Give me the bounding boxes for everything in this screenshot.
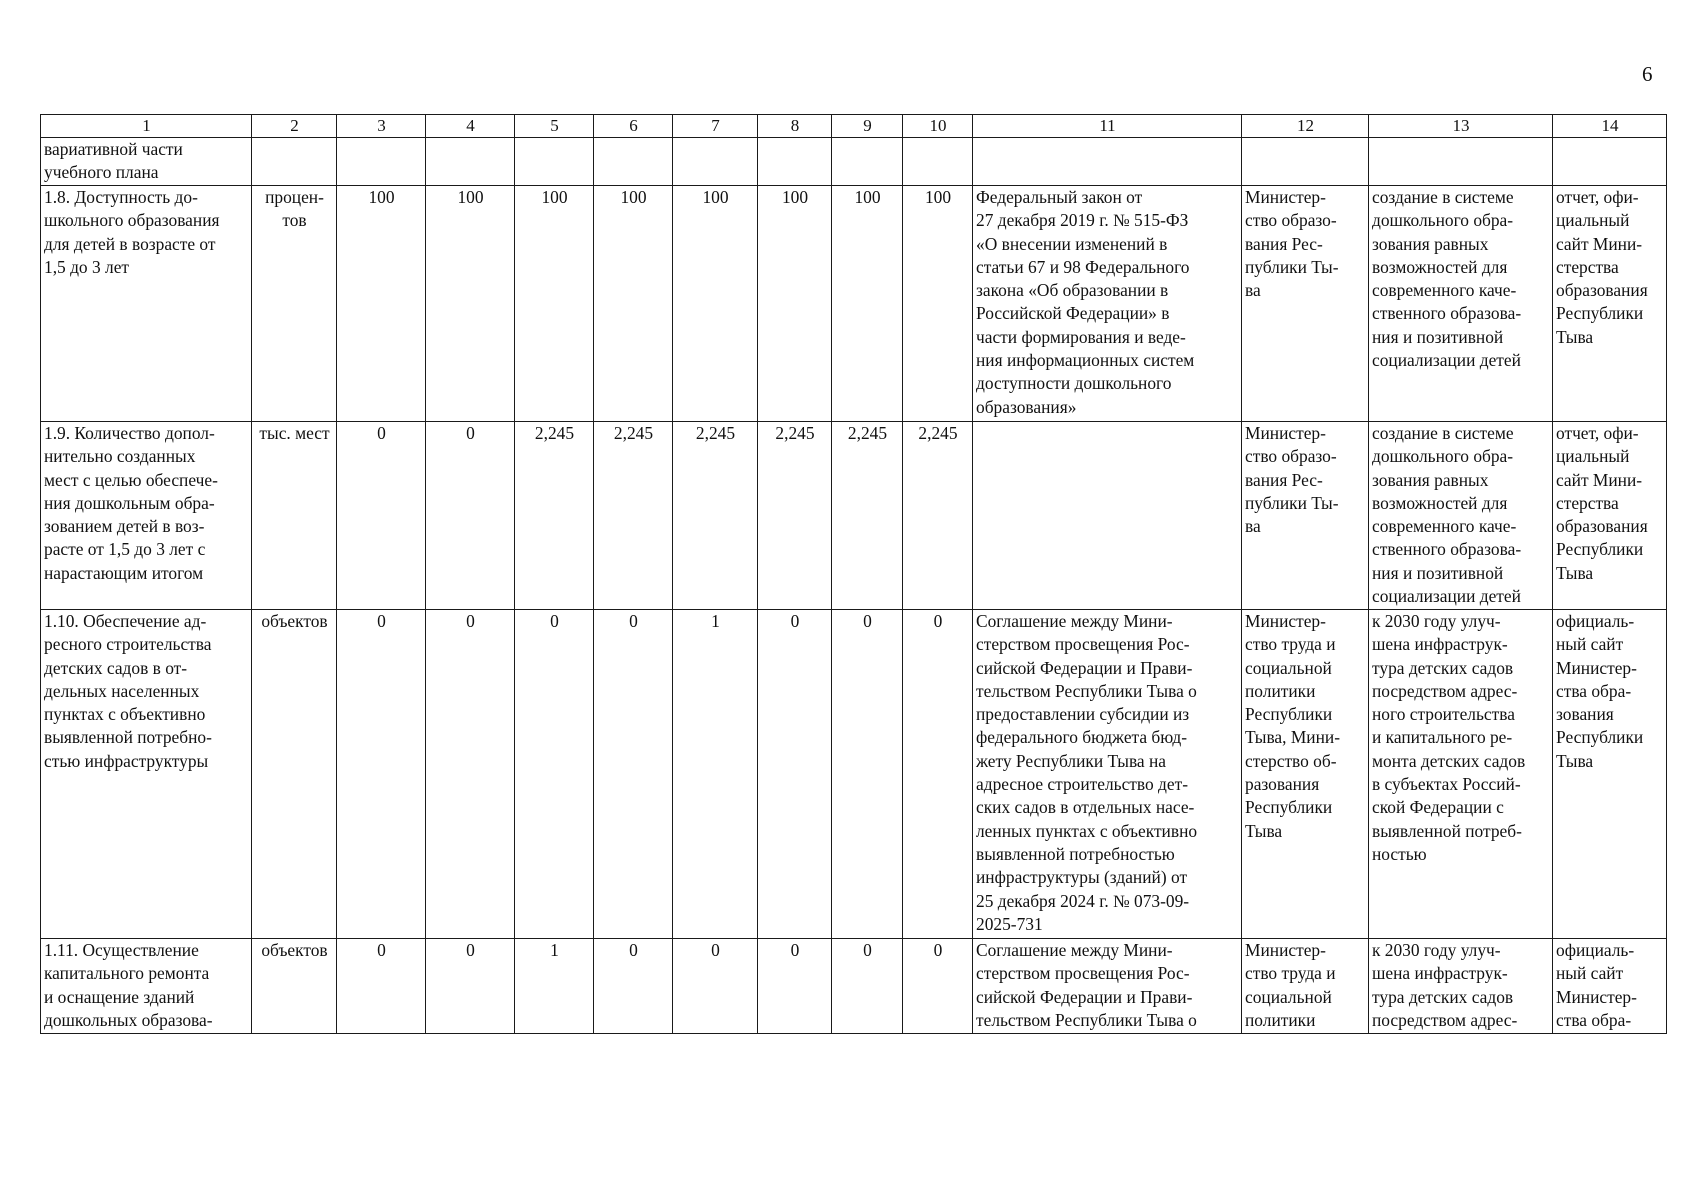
cell-result: к 2030 году улуч- шена инфраструк- тура детских садов посредством адрес- <box>1369 939 1553 1034</box>
cell-indicator-name: 1.9. Количество допол- нительно созданных мест с целью обеспече- ния дошкольным обра- зованием детей в воз- расте от 1,5 до 3 лет с нарастающим итогом <box>41 422 252 610</box>
column-header: 11 <box>973 115 1242 138</box>
column-header: 8 <box>758 115 832 138</box>
cell-value <box>832 138 903 186</box>
cell-responsible: Министер- ство труда и социальной политики <box>1242 939 1369 1034</box>
cell-value: 0 <box>515 610 594 939</box>
column-header: 9 <box>832 115 903 138</box>
cell-value: 0 <box>594 939 673 1034</box>
cell-value: 2,245 <box>673 422 758 610</box>
cell-value: 100 <box>426 186 515 422</box>
cell-value: 100 <box>337 186 426 422</box>
cell-unit: тыс. мест <box>252 422 337 610</box>
cell-value: 0 <box>337 422 426 610</box>
cell-indicator-name: вариативной части учебного плана <box>41 138 252 186</box>
cell-source: официаль- ный сайт Министер- ства обра- зования Республики Тыва <box>1553 610 1667 939</box>
cell-legal-basis <box>973 422 1242 610</box>
cell-value: 0 <box>832 610 903 939</box>
cell-value: 100 <box>903 186 973 422</box>
column-header: 10 <box>903 115 973 138</box>
table-row <box>41 939 1667 1034</box>
column-header: 13 <box>1369 115 1553 138</box>
cell-value: 0 <box>903 610 973 939</box>
cell-value: 2,245 <box>903 422 973 610</box>
cell-value: 100 <box>673 186 758 422</box>
cell-legal-basis <box>973 138 1242 186</box>
column-header: 5 <box>515 115 594 138</box>
cell-responsible: Министер- ство образо- вания Рес- публики Ты- ва <box>1242 422 1369 610</box>
cell-value: 1 <box>515 939 594 1034</box>
cell-unit <box>252 138 337 186</box>
cell-value: 0 <box>758 939 832 1034</box>
cell-value <box>515 138 594 186</box>
cell-source: отчет, офи- циальный сайт Мини- стерства образования Республики Тыва <box>1553 422 1667 610</box>
column-header: 2 <box>252 115 337 138</box>
cell-responsible <box>1242 138 1369 186</box>
cell-value: 2,245 <box>594 422 673 610</box>
cell-unit: объектов <box>252 610 337 939</box>
cell-value: 100 <box>832 186 903 422</box>
cell-result: создание в системе дошкольного обра- зования равных возможностей для современного каче- ственного образова- ния и позитивной социализации детей <box>1369 422 1553 610</box>
cell-value: 0 <box>673 939 758 1034</box>
cell-value: 1 <box>673 610 758 939</box>
cell-value: 0 <box>903 939 973 1034</box>
cell-legal-basis: Соглашение между Мини- стерством просвещения Рос- сийской Федерации и Прави- тельством Республики Тыва о <box>973 939 1242 1034</box>
cell-value: 2,245 <box>758 422 832 610</box>
table-row <box>41 186 1667 422</box>
cell-value <box>758 138 832 186</box>
cell-legal-basis: Федеральный закон от 27 декабря 2019 г. № 515-ФЗ «О внесении изменений в статьи 67 и 98 Федерального закона «Об образовании в Российской Федерации» в части формирования и веде- ния информационных систем доступности дошкольного образования» <box>973 186 1242 422</box>
cell-value: 0 <box>426 422 515 610</box>
cell-value: 0 <box>594 610 673 939</box>
cell-indicator-name: 1.10. Обеспечение ад- ресного строительства детских садов в от- дельных населенных пунктах с объективно выявленной потребно- стью инфраструктуры <box>41 610 252 939</box>
cell-value: 0 <box>426 610 515 939</box>
cell-indicator-name: 1.8. Доступность до- школьного образования для детей в возрасте от 1,5 до 3 лет <box>41 186 252 422</box>
cell-value <box>594 138 673 186</box>
cell-unit: объектов <box>252 939 337 1034</box>
cell-source: отчет, офи- циальный сайт Мини- стерства образования Республики Тыва <box>1553 186 1667 422</box>
column-header: 7 <box>673 115 758 138</box>
cell-value <box>337 138 426 186</box>
column-header: 14 <box>1553 115 1667 138</box>
cell-result <box>1369 138 1553 186</box>
cell-value <box>903 138 973 186</box>
cell-value: 100 <box>594 186 673 422</box>
cell-value: 0 <box>337 939 426 1034</box>
cell-value <box>426 138 515 186</box>
cell-result: создание в системе дошкольного обра- зования равных возможностей для современного каче- ственного образова- ния и позитивной социализации детей <box>1369 186 1553 422</box>
cell-result: к 2030 году улуч- шена инфраструк- тура детских садов посредством адрес- ного строительства и капитального ре- монта детских садов в субъектах Россий- ской Федерации с выявленной потреб- ностью <box>1369 610 1553 939</box>
cell-value: 0 <box>426 939 515 1034</box>
column-header: 3 <box>337 115 426 138</box>
cell-value: 0 <box>758 610 832 939</box>
cell-value: 0 <box>337 610 426 939</box>
cell-value <box>673 138 758 186</box>
cell-value: 100 <box>758 186 832 422</box>
page-number: 6 <box>1642 62 1653 86</box>
cell-source <box>1553 138 1667 186</box>
cell-value: 100 <box>515 186 594 422</box>
column-number-row <box>41 115 1667 138</box>
column-header: 6 <box>594 115 673 138</box>
cell-value: 2,245 <box>515 422 594 610</box>
cell-legal-basis: Соглашение между Мини- стерством просвещения Рос- сийской Федерации и Прави- тельством Республики Тыва о предоставлении субсидии из федерального бюджета бюд- жету Республики Тыва на адресное строительство дет- ских садов в отдельных насе- ленных пунктах с объективно выявленной потребностью инфраструктуры (зданий) от 25 декабря 2024 г. № 073-09- 2025-731 <box>973 610 1242 939</box>
indicators-table <box>40 114 1667 1034</box>
cell-source: официаль- ный сайт Министер- ства обра- <box>1553 939 1667 1034</box>
cell-value: 2,245 <box>832 422 903 610</box>
table-row <box>41 610 1667 939</box>
cell-responsible: Министер- ство образо- вания Рес- публики Ты- ва <box>1242 186 1369 422</box>
cell-value: 0 <box>832 939 903 1034</box>
cell-indicator-name: 1.11. Осуществление капитального ремонта и оснащение зданий дошкольных образова- <box>41 939 252 1034</box>
table-row <box>41 138 1667 186</box>
column-header: 12 <box>1242 115 1369 138</box>
table-row <box>41 422 1667 610</box>
column-header: 1 <box>41 115 252 138</box>
cell-responsible: Министер- ство труда и социальной политики Республики Тыва, Мини- стерство об- разования Республики Тыва <box>1242 610 1369 939</box>
column-header: 4 <box>426 115 515 138</box>
cell-unit: процен- тов <box>252 186 337 422</box>
